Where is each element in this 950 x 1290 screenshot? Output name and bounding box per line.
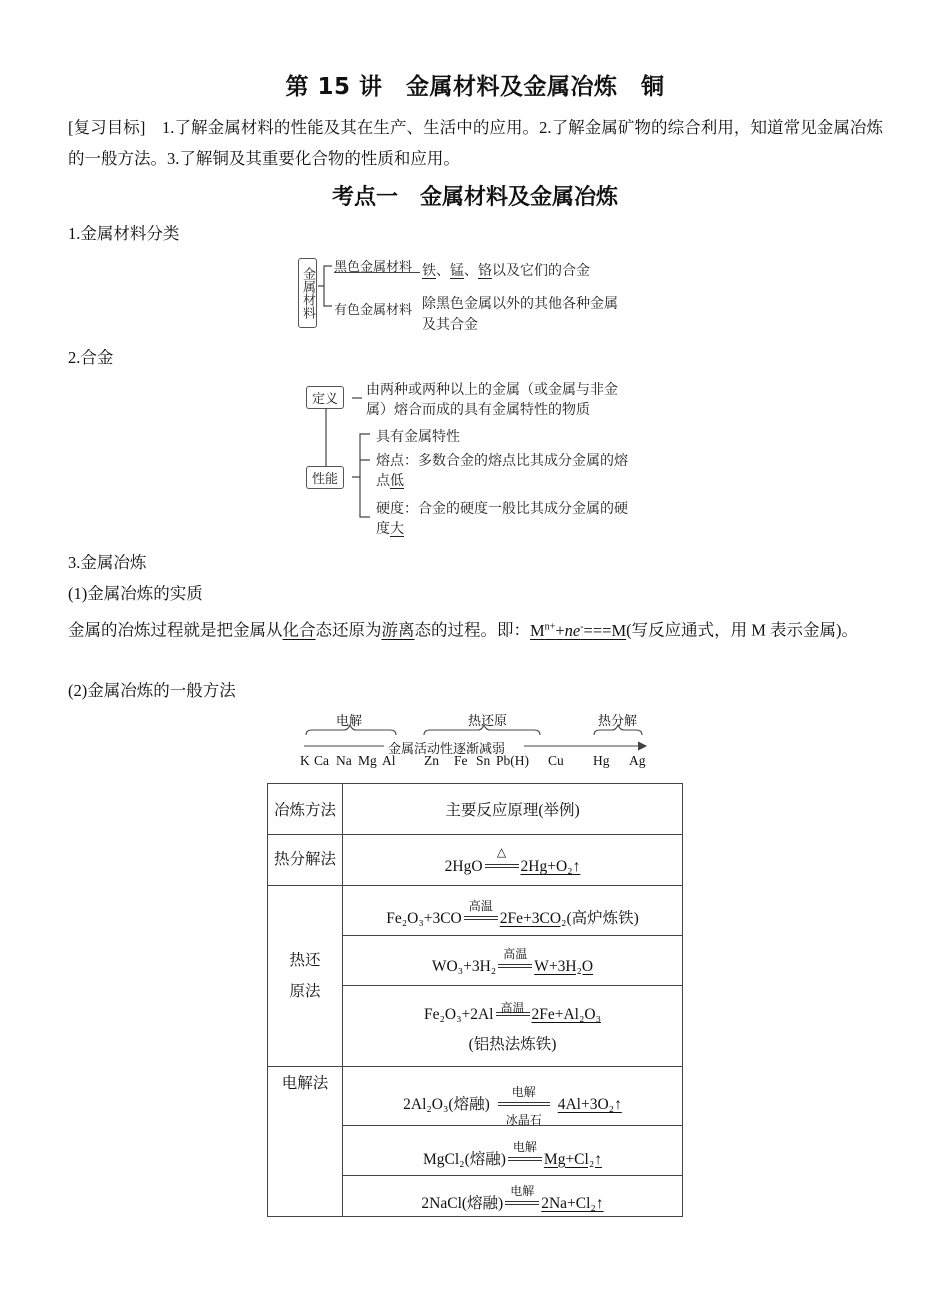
activity-arrow-label: 金属活动性逐渐减弱 bbox=[386, 738, 507, 757]
method-thermal-reduction: 热还 原法 bbox=[268, 886, 343, 1067]
metal-ag: Ag bbox=[629, 753, 646, 768]
ferrous-underline bbox=[334, 272, 420, 273]
reaction-mgcl2: MgCl₂(熔融) 电解 Mg+Cl₂↑ bbox=[343, 1126, 683, 1176]
alloy-diagram bbox=[306, 378, 656, 543]
heading-classification: 1.金属材料分类 bbox=[68, 224, 180, 243]
metal-sn: Sn bbox=[476, 753, 491, 768]
objectives-text: 1.了解金属材料的性能及其在生产、生活中的应用。2.了解金属矿物的综合利用，知道常见金属冶炼的一般方法。3.了解铜及其重要化合物的性质和应用。 bbox=[68, 118, 883, 168]
metal-material-box: 金属材料 bbox=[298, 258, 317, 328]
property-box: 性能 bbox=[306, 466, 344, 489]
table-row bbox=[268, 835, 683, 886]
heading-methods: (2)金属冶炼的一般方法 bbox=[68, 681, 236, 700]
heading-essence: (1)金属冶炼的实质 bbox=[68, 584, 203, 603]
metal-pb-h: Pb(H) bbox=[496, 753, 529, 768]
essence-paragraph: 金属的冶炼过程就是把金属从化合态还原为游离态的过程。即：$M^{n+}+ne^-===M$(写反应通式，用 M 表示金属)。 bbox=[68, 620, 859, 640]
ferrous-desc: 铁、锰、铬以及它们的合金 bbox=[422, 263, 590, 279]
objectives-label: [复习目标] bbox=[68, 118, 146, 137]
reaction-nacl: 2NaCl(熔融) 电解 2Na+Cl₂↑ bbox=[343, 1176, 683, 1217]
metal-mg: Mg bbox=[358, 753, 377, 768]
reaction-hgo: 2HgO △ 2Hg+O₂↑ bbox=[343, 835, 683, 886]
group-electrolysis: 电解 bbox=[336, 714, 363, 729]
reaction-thermite: Fe₂O₃+2Al 高温 2Fe+Al₂O₃ (铝热法炼铁) bbox=[343, 986, 683, 1067]
header-principle: 主要反应原理(举例) bbox=[343, 784, 683, 835]
property-hardness: 硬度：合金的硬度一般比其成分金属的硬 度大 bbox=[376, 501, 628, 537]
property-metallic: 具有金属特性 bbox=[376, 429, 460, 445]
page-title: 第 15 讲 金属材料及金属冶炼 铜 bbox=[285, 74, 665, 100]
nonferrous-desc: 除黑色金属以外的其他各种金属 及其合金 bbox=[422, 296, 618, 333]
smelting-methods-table bbox=[267, 783, 683, 1217]
table-row bbox=[268, 886, 683, 936]
heading-smelting: 3.金属冶炼 bbox=[68, 553, 147, 572]
heading-alloy: 2.合金 bbox=[68, 348, 114, 367]
reaction-fe2o3-co: Fe₂O₃+3CO 高温 2Fe+3CO₂(高炉炼铁) bbox=[343, 886, 683, 936]
reaction-al2o3: 2Al₂O₃(熔融) 电解 冰晶石 4Al+3O₂↑ bbox=[343, 1067, 683, 1126]
definition-text: 由两种或两种以上的金属（或金属与非金 属）熔合而成的具有金属特性的物质 bbox=[366, 382, 618, 418]
reaction-wo3-h2: WO₃+3H₂ 高温 W+3H₂O bbox=[343, 936, 683, 986]
group-thermal-decomposition: 热分解 bbox=[598, 714, 638, 729]
metal-al: Al bbox=[382, 753, 396, 768]
metal-zn: Zn bbox=[424, 753, 439, 768]
ferrous-label: 黑色金属材料 bbox=[334, 260, 413, 275]
nonferrous-label: 有色金属材料 bbox=[334, 303, 413, 318]
definition-box: 定义 bbox=[306, 386, 344, 409]
metal-ca: Ca bbox=[314, 753, 329, 768]
header-method: 冶炼方法 bbox=[268, 784, 343, 835]
section-title: 考点一 金属材料及金属冶炼 bbox=[331, 185, 618, 210]
general-equation: $M^{n+}+ne^-===M$ bbox=[530, 620, 627, 640]
metal-hg: Hg bbox=[593, 753, 610, 768]
review-objectives bbox=[68, 112, 883, 174]
method-electrolysis: 电解法 bbox=[268, 1067, 343, 1217]
method-thermal-decomposition: 热分解法 bbox=[268, 835, 343, 886]
group-thermal-reduction: 热还原 bbox=[468, 714, 508, 729]
table-row bbox=[268, 1067, 683, 1126]
property-melting-point: 熔点：多数合金的熔点比其成分金属的熔 点低 bbox=[376, 453, 628, 489]
metal-cu: Cu bbox=[548, 753, 564, 768]
table-header-row bbox=[268, 784, 683, 835]
metal-fe: Fe bbox=[454, 753, 468, 768]
metal-k: K bbox=[300, 753, 310, 768]
metal-na: Na bbox=[336, 753, 352, 768]
activity-series-diagram bbox=[300, 708, 652, 774]
classification-diagram bbox=[298, 256, 658, 336]
